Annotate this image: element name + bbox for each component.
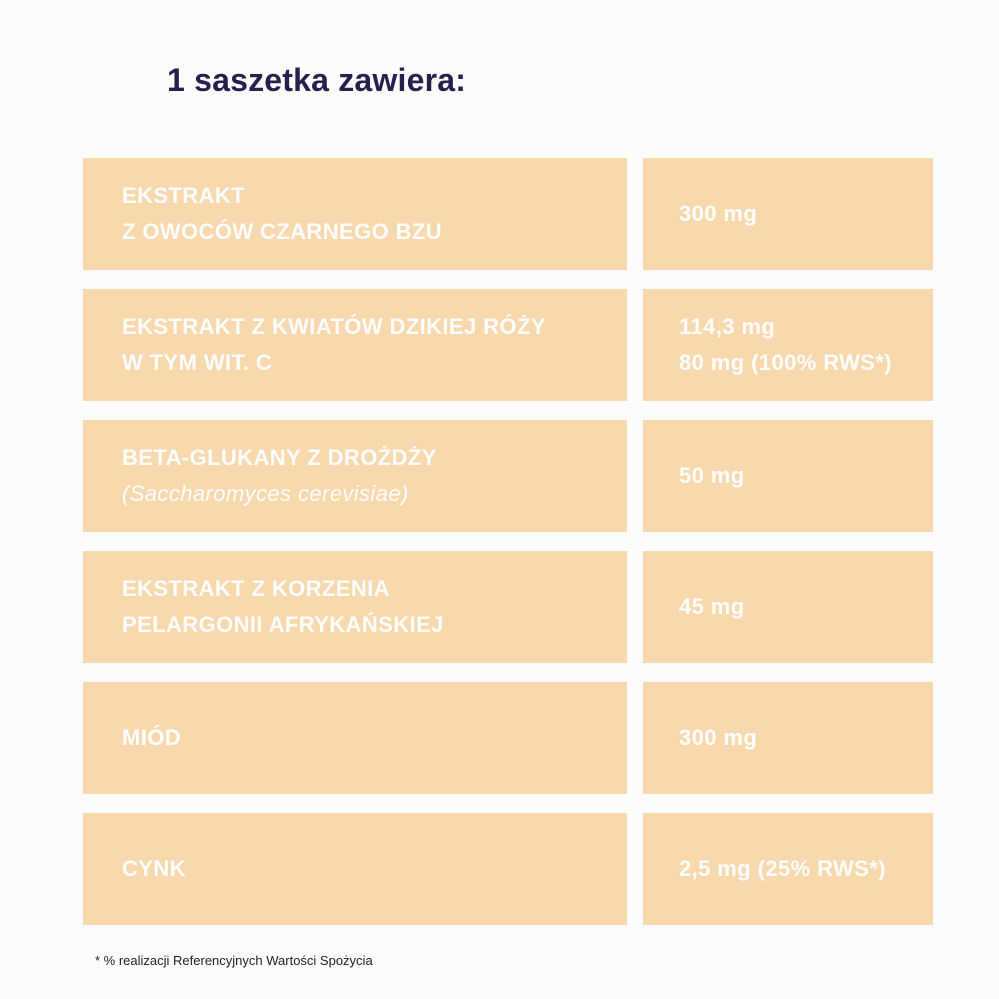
table-row bbox=[83, 551, 933, 663]
ingredient-name: PELARGONII AFRYKAŃSKIEJ bbox=[122, 612, 444, 637]
ingredient-amount-cell bbox=[643, 420, 933, 532]
ingredient-name-cell bbox=[83, 551, 627, 663]
ingredient-name: Z OWOCÓW CZARNEGO BZU bbox=[122, 219, 443, 244]
ingredient-amount-cell bbox=[643, 813, 933, 925]
table-row bbox=[83, 158, 933, 270]
footnote: * % realizacji Referencyjnych Wartości Spożycia bbox=[95, 953, 373, 968]
ingredient-name-cell bbox=[83, 813, 627, 925]
ingredient-amount-cell bbox=[643, 158, 933, 270]
ingredient-latin-name: (Saccharomyces cerevisiae) bbox=[122, 481, 409, 506]
ingredients-table bbox=[83, 158, 933, 925]
ingredient-name: EKSTRAKT bbox=[122, 183, 245, 208]
ingredient-name: EKSTRAKT Z KWIATÓW DZIKIEJ RÓŻY bbox=[122, 314, 546, 339]
ingredient-name-cell bbox=[83, 289, 627, 401]
page-title: 1 saszetka zawiera: bbox=[167, 62, 467, 98]
ingredient-name: W TYM WIT. C bbox=[122, 350, 273, 375]
ingredient-amount-cell bbox=[643, 551, 933, 663]
ingredient-name: CYNK bbox=[122, 856, 186, 881]
ingredient-amount: 2,5 mg (25% RWS*) bbox=[679, 856, 886, 881]
ingredient-amount-cell bbox=[643, 289, 933, 401]
ingredient-amount: 300 mg bbox=[679, 201, 758, 226]
ingredient-name-cell bbox=[83, 682, 627, 794]
table-row bbox=[83, 289, 933, 401]
ingredient-name: EKSTRAKT Z KORZENIA bbox=[122, 576, 390, 601]
ingredient-amount: 80 mg (100% RWS*) bbox=[679, 350, 893, 375]
ingredient-amount: 300 mg bbox=[679, 725, 758, 750]
table-row bbox=[83, 420, 933, 532]
ingredient-amount: 50 mg bbox=[679, 463, 745, 488]
ingredient-amount-cell bbox=[643, 682, 933, 794]
ingredient-name: BETA-GLUKANY Z DROŻDŻY bbox=[122, 445, 437, 470]
ingredient-amount: 45 mg bbox=[679, 594, 745, 619]
table-row bbox=[83, 682, 933, 794]
ingredient-name-cell bbox=[83, 158, 627, 270]
table-row bbox=[83, 813, 933, 925]
ingredient-amount: 114,3 mg bbox=[679, 314, 776, 339]
ingredient-name-cell bbox=[83, 420, 627, 532]
ingredient-name: MIÓD bbox=[122, 725, 182, 750]
